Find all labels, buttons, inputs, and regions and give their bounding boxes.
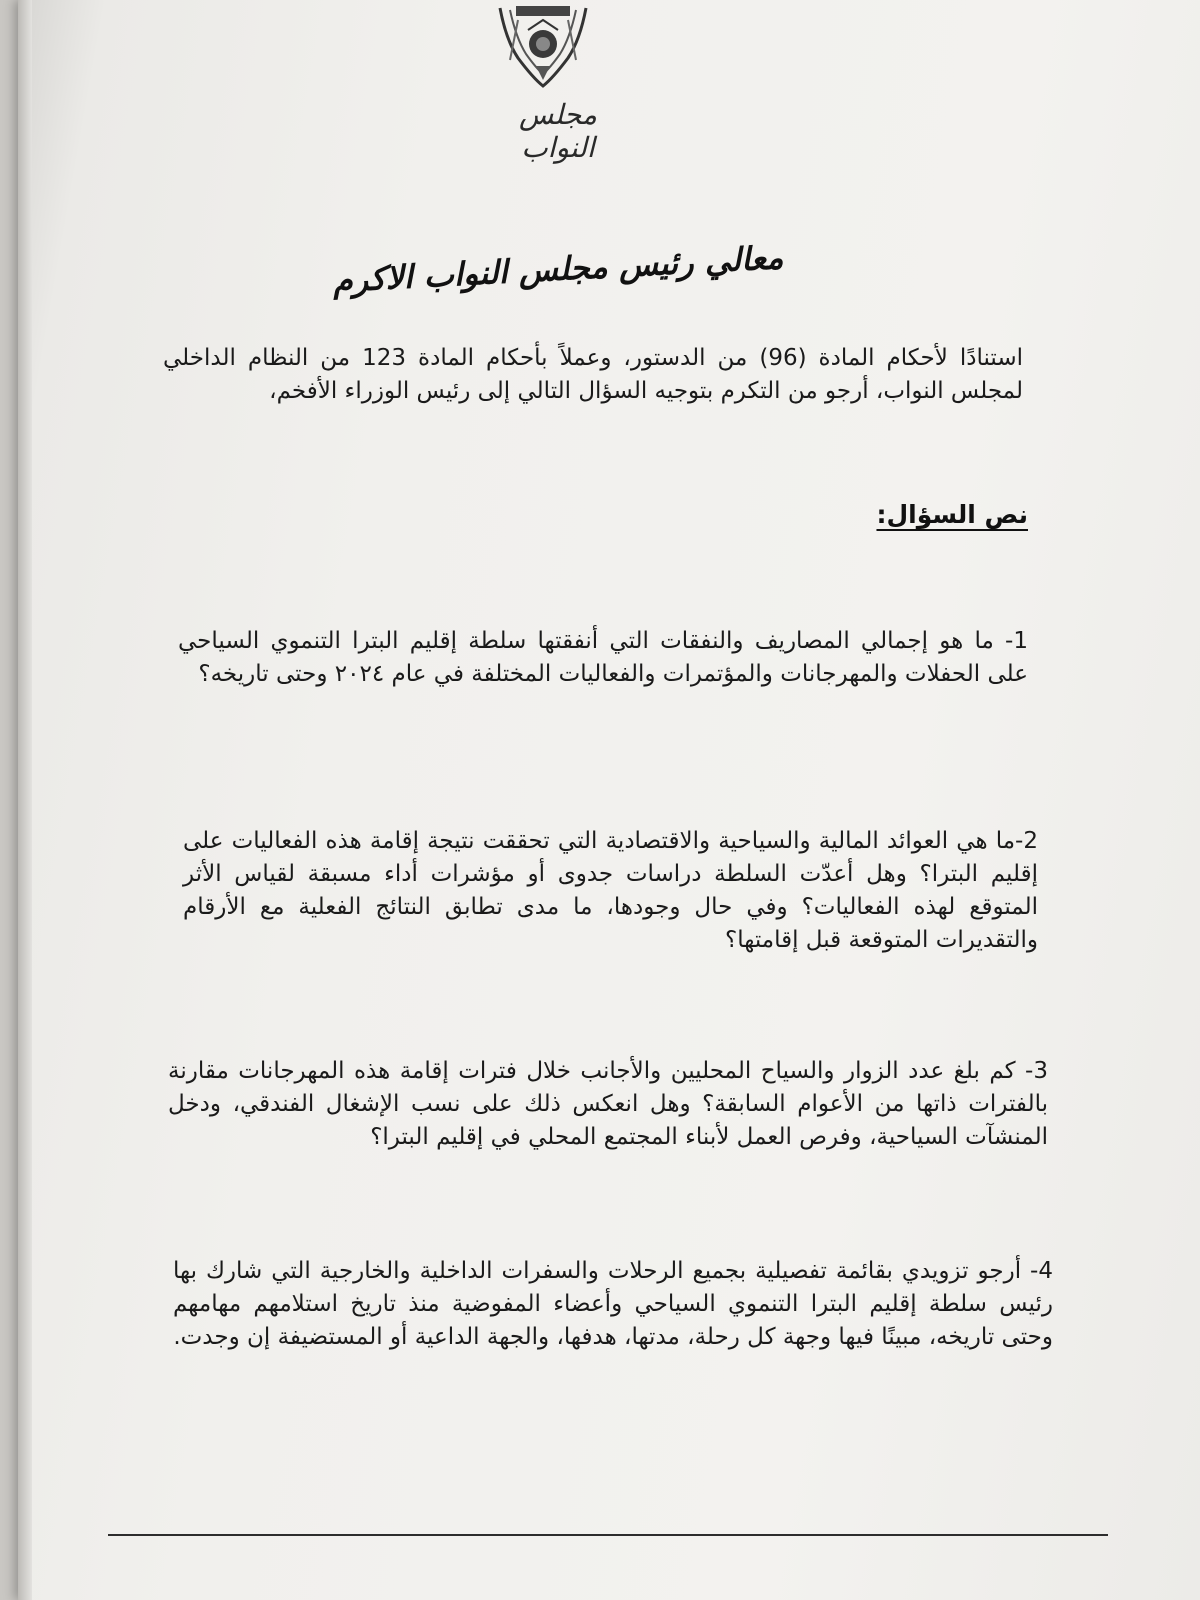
jordan-coat-of-arms-icon bbox=[488, 0, 598, 92]
document-page bbox=[18, 0, 1200, 1600]
footer-divider bbox=[108, 1534, 1108, 1536]
council-name-logo: مجلس النواب bbox=[518, 98, 598, 164]
question-item: 1- ما هو إجمالي المصاريف والنفقات التي أنفقتها سلطة إقليم البترا التنموي السياحي على الحفلات والمهرجانات والمؤتمرات والفعاليات المختلفة في عام ٢٠٢٤ وحتى تاريخه؟ bbox=[178, 628, 1028, 687]
document-title: معالي رئيس مجلس النواب الاكرم bbox=[331, 238, 785, 300]
question-item: 2-ما هي العوائد المالية والسياحية والاقتصادية التي تحققت نتيجة إقامة هذه الفعاليات على إقليم البترا؟ وهل أعدّت السلطة دراسات جدوى أو مؤشرات أداء مسبقة لقياس الأثر المتوقع لهذه الفعاليات؟ وفي حال وجودها، ما مدى تطابق النتائج الفعلية مع الأرقام والتقديرات المتوقعة قبل إقامتها؟ bbox=[183, 828, 1038, 953]
question-heading: نص السؤال: bbox=[876, 500, 1028, 529]
intro-paragraph: استنادًا لأحكام المادة (96) من الدستور، وعملاً بأحكام المادة 123 من النظام الداخلي لمجلس النواب، أرجو من التكرم بتوجيه السؤال التالي إلى رئيس الوزراء الأفخم، bbox=[163, 345, 1024, 404]
question-item: 4- أرجو تزويدي بقائمة تفصيلية بجميع الرحلات والسفرات الداخلية والخارجية التي شارك بها رئيس سلطة إقليم البترا التنموي السياحي وأعضاء المفوضية منذ تاريخ استلامهم مهامهم وحتى تاريخه، مبينًا فيها وجهة كل رحلة، مدتها، هدفها، والجهة الداعية أو المستضيفة إن وجدت. bbox=[173, 1258, 1053, 1350]
question-item: 3- كم بلغ عدد الزوار والسياح المحليين والأجانب خلال فترات إقامة هذه المهرجانات مقارنة بالفترات ذاتها من الأعوام السابقة؟ وهل انعكس ذلك على نسب الإشغال الفندقي، ودخل المنشآت السياحية، وفرص العمل لأبناء المجتمع المحلي في إقليم البترا؟ bbox=[168, 1058, 1048, 1150]
page-edge-shadow bbox=[18, 0, 32, 1600]
